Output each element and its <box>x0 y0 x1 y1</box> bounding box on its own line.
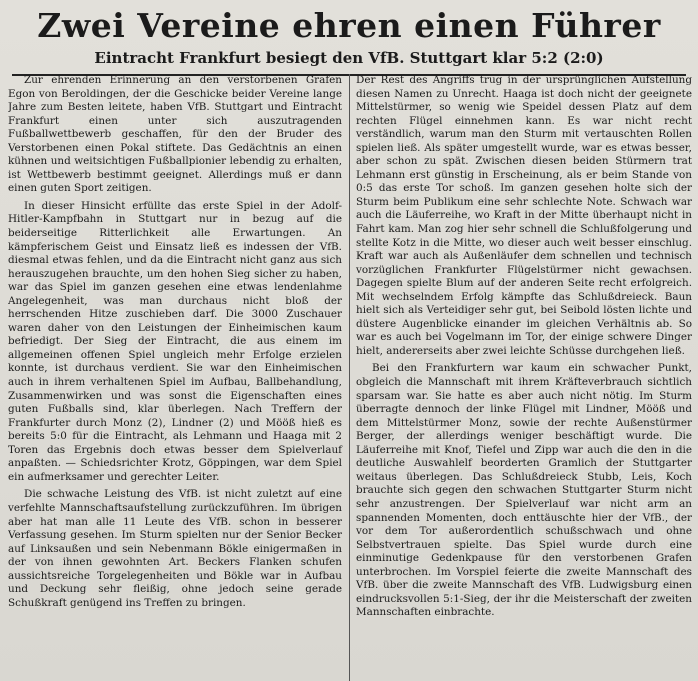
article-column-right <box>350 74 692 681</box>
article-paragraph: Der Rest des Angriffs trug in der ursprünglichen Aufstellung diesen Namen zu Unrecht. Haaga ist doch nicht der geeignete Mittelstürmer, so wenig wie Speidel dessen Platz auf dem rechten Flügel einnehmen kann. Es war nicht recht verständlich, warum man den Sturm mit vertauschten Rollen spielen ließ. Als später umgestellt wurde, war es etwas besser, aber schon zu spät. Zwischen diesen beiden Stürmern trat Lehmann erst günstig in Erscheinung, als er beim Stande von 0:5 das erste Tor schoß. Im ganzen gesehen holte sich der Sturm beim Publikum eine sehr schlechte Note. Schwach war auch die Läuferreihe, wo Kraft in der Mitte überhaupt nicht in Fahrt kam. Man zog hier sehr schnell die Schlußfolgerung und stellte Kotz in die Mitte, wo dieser auch weit besser einschlug. Kraft war auch als Außenläufer dem schnellen und technisch vorzüglichen Frankfurter Flügelstürmer nicht gewachsen. Dagegen spielte Blum auf der anderen Seite recht erfolgreich. Mit wechselndem Erfolg kämpfte das Schlußdreieck. Baun hielt sich als Verteidiger sehr gut, bei Seibold lösten lichte und düstere Augenblicke einander im gleichen Verhältnis ab. So war es auch bei Vogelmann im Tor, der einige schwere Dinger hielt, andererseits aber zwei leichte Schüsse durchgehen ließ. <box>356 74 692 357</box>
article-paragraph: Zur ehrenden Erinnerung an den verstorbenen Grafen Egon von Beroldingen, der die Geschicke beider Vereine lange Jahre zum Besten leitete, haben VfB. Stuttgart und Eintracht Frankfurt einen unter sich auszutragenden Fußballwettbewerb geschaffen, für den der Bruder des Verstorbenen einen Pokal stiftete. Das Gedächtnis an einen kühnen und weitsichtigen Fußballpionier lebendig zu erhalten, ist Wettbewerb bestimmt geeignet. Allerdings muß er dann einen guten Sport zeitigen. <box>8 74 342 195</box>
article-subheadline: Eintracht Frankfurt besiegt den VfB. Stuttgart klar 5:2 (2:0) <box>94 49 604 67</box>
article-body <box>8 74 692 681</box>
article-paragraph: Bei den Frankfurtern war kaum ein schwacher Punkt, obgleich die Mannschaft mit ihrem Kräfteverbrauch sichtlich sparsam war. Sie hatte es aber auch nicht nötig. Im Sturm überragte dennoch der linke Flügel mit Lindner, Mööß und dem Mittelstürmer Monz, sowie der rechte Außenstürmer Berger, der allerdings weniger beschäftigt wurde. Die Läuferreihe mit Knof, Tiefel und Zipp war auch die den in die deutliche Auswahlelf beorderten Gramlich der Stuttgarter weitaus überlegen. Das Schlußdreieck Stubb, Leis, Koch brauchte sich gegen den schwachen Stuttgarter Sturm nicht sehr anzustrengen. Der Spielverlauf war nicht arm an spannenden Momenten, doch enttäuschte hier der VfB., der vor dem Tor außerordentlich schußschwach und ohne Selbstvertrauen spielte. Das Spiel wurde durch eine einminutige Gedenkpause für den verstorbenen Grafen unterbrochen. Im Vorspiel feierte die zweite Mannschaft des VfB. über die zweite Mannschaft des VfB. Ludwigsburg einen eindrucksvollen 5:1-Sieg, der ihr die Meisterschaft der zweiten Mannschaften einbrachte. <box>356 362 692 619</box>
article-paragraph: Die schwache Leistung des VfB. ist nicht zuletzt auf eine verfehlte Mannschaftsaufstellung zurückzuführen. Im übrigen aber hat man alle 11 Leute des VfB. schon in besserer Verfassung gesehen. Im Sturm spielten nur der Senior Becker auf Linksaußen und sein Nebenmann Bökle einigermaßen in der von ihnen gewohnten Art. Beckers Flanken schufen aussichtsreiche Torgelegenheiten und Bökle war in Aufbau und Deckung sehr fleißig, ohne jedoch seine gerade Schußkraft genügend ins Treffen zu bringen. <box>8 488 342 609</box>
article-column-left <box>8 74 350 681</box>
article-headline: Zwei Vereine ehren einen Führer <box>37 6 661 45</box>
article-paragraph: In dieser Hinsicht erfüllte das erste Spiel in der Adolf-Hitler-Kampfbahn in Stuttgart nur in bezug auf die beiderseitige Ritterlichkeit alle Erwartungen. An kämpferischem Geist und Einsatz ließ es indessen der VfB. diesmal etwas fehlen, und da die Eintracht nicht ganz aus sich herauszugehen brauchte, um den hohen Sieg sicher zu haben, war das Spiel im ganzen gesehen eine etwas lendenlahme Angelegenheit, was man durchaus nicht bloß der herrschenden Hitze zuschieben darf. Die 3000 Zuschauer waren daher von den Leistungen der Einheimischen kaum befriedigt. Der Sieg der Eintracht, die aus einem im allgemeinen offenen Spiel ungleich mehr Erfolge erzielen konnte, ist durchaus verdient. Sie war den Einheimischen auch in ihrem verhaltenen Spiel im Aufbau, Ballbehandlung, Zusammenwirken und was sonst die Eigenschaften eines guten Fußballs sind, klar überlegen. Nach Treffern der Frankfurter durch Monz (2), Lindner (2) und Mööß hieß es bereits 5:0 für die Eintracht, als Lehmann und Haaga mit 2 Toren das Ergebnis doch etwas besser dem Spielverlauf anpaßten. — Schiedsrichter Krotz, Göppingen, war dem Spiel ein aufmerksamer und gerechter Leiter. <box>8 199 342 483</box>
